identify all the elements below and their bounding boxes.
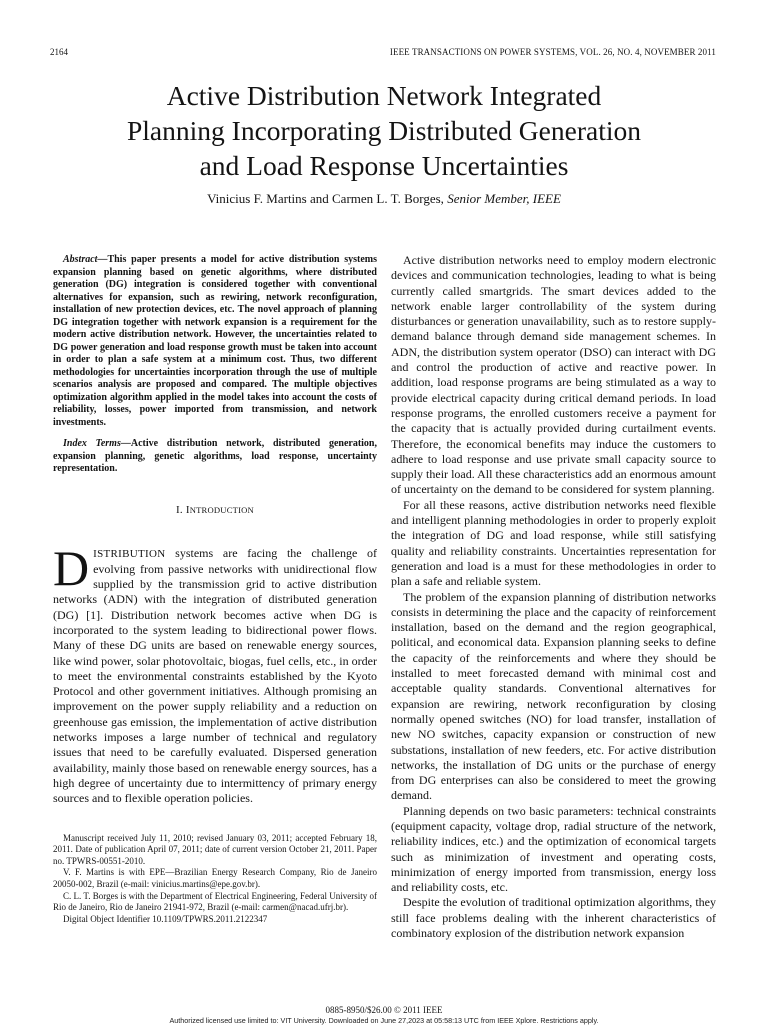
introduction-paragraph xyxy=(53,539,377,807)
left-column xyxy=(53,254,377,925)
copyright-line: 0885-8950/$26.00 © 2011 IEEE xyxy=(325,1005,443,1015)
author-line xyxy=(60,191,708,207)
section-numeral: I. xyxy=(176,503,183,516)
footnote-received: Manuscript received July 11, 2010; revised January 03, 2011; accepted February 18, 2011. Date of publication April 07, 2011; date of current version October 21, 2011. Paper no. TPWRS-00551-2010. xyxy=(53,832,377,866)
license-notice: Authorized licensed use limited to: VIT University. Downloaded on June 27,2023 at 05:58:13 UTC from IEEE Xplore. Restrictions apply. xyxy=(169,1016,599,1025)
index-terms xyxy=(53,438,377,476)
intro-first-word: ISTRIBUTION xyxy=(93,547,166,560)
abstract xyxy=(53,254,377,429)
page-number: 2164 xyxy=(50,47,68,57)
index-terms-label: Index Terms— xyxy=(63,438,131,449)
footnote-doi: Digital Object Identifier 10.1109/TPWRS.2011.2122347 xyxy=(63,913,268,924)
right-column xyxy=(391,253,716,941)
footnote-martins: V. F. Martins is with EPE—Brazilian Energy Research Company, Rio de Janeiro 20050-002, Brazil (e-mail: vinicius.martins@epe.gov.br). xyxy=(53,867,377,889)
footnotes xyxy=(53,833,377,926)
footnote-borges: C. L. T. Borges is with the Department of Electrical Engineering, Federal University of Rio de Janeiro, Rio de Janeiro 21941-972, Brazil (e-mail: carmen@nacad.ufrj.br). xyxy=(53,890,377,913)
intro-text: systems are facing the challenge of evolving from passive networks with unidirectional flow supplied by the transmission grid to active distribution networks (ADN) with the integration of distributed generation (DG) [1]. Distribution network becomes active when DG is incorporated to the system leading to bidirectional power flows. Many of these DG units are based on renewable energy sources, like wind power, solar photovoltaic, biogas, fuel cells, etc., in order to meet the environmental constraints established by the Kyoto Protocol and other government initiatives. Although promising an improvement on the power supply reliability and a reduction on greenhouse gas emission, the implementation of active distribution networks imposes a large number of technical and regulatory issues that need to be carefully evaluated. Dispersed generation availability, mainly those based on renewable energy sources, has a high degree of uncertainty due to intermittency of primary energy sources and to flexible operation policies. xyxy=(53,545,377,806)
paragraph-planning-parameters: Planning depends on two basic parameters: technical constraints (equipment capacity, voltage drop, radial structure of the network, reliability indices, etc.) and the optimization of economical targets such as minimization of investment and operating costs, minimization of energy imported from transmission, energy loss and reliability costs, etc. xyxy=(391,803,716,895)
paragraph-smartgrids: Active distribution networks need to employ modern electronic devices and communication technologies, leading to what is being currently called smartgrids. The smart devices added to the network enable larger controllability of the system during disturbances or generation unavailability, such as to restore supply-demand balance through demand side management schemes. In ADN, the distribution system operator (DSO) can interact with DG and control the production of active and reactive power. In addition, load response programs are being stimulated as a way to provide electrical capacity during critical demand periods. In load response programs, the enrolled customers receive a payment for the capacity that is actually provided during curtailment events. Therefore, the economical benefits may induce the customers to adhere to load response and use private small capacity source to supply their load. All these characteristics add an enormous amount of uncertainty on the demand to be considered for system planning. xyxy=(391,253,716,497)
paragraph-planning-methodologies: For all these reasons, active distribution networks need flexible and intelligent planning methodologies in order to properly exploit the integration of DG and load response, while still satisfying quality and reliability constraints. Uncertainties representation for generation and load is a must for these methodologies in order to plan a safe and reliable system. xyxy=(391,497,716,589)
author-names: Vinicius F. Martins and Carmen L. T. Borges, xyxy=(207,191,444,206)
title-line-1: Active Distribution Network Integrated xyxy=(166,80,602,111)
abstract-label: Abstract— xyxy=(63,254,108,265)
paragraph-optimization-algorithms: Despite the evolution of traditional optimization algorithms, they still face problems dealing with the inherent characteristics of combinatory explosion of the distribution network expansion xyxy=(391,895,716,941)
index-terms-text: Active distribution network, distributed generation, expansion planning, genetic algorithms, load response, uncertainty representation. xyxy=(53,438,377,474)
section-initial: I xyxy=(185,503,190,516)
author-role: Senior Member, IEEE xyxy=(447,191,561,206)
abstract-text: This paper presents a model for active distribution systems expansion planning based on genetic algorithms, where distributed generation (DG) integration is considered together with conventional alternatives for expansion, such as rewiring, network reconfiguration, installation of new protection devices, etc. The novel approach of planning DG integration together with network expansion is a requirement for the modern active distribution network. However, the uncertainties related to DG power generation and load response growth must be taken into account in order to plan a safe system at a minimum cost. Thus, two different methodologies for uncertainties incorporation through the use of multiple scenarios analysis are proposed and compared. The multiple objectives optimization algorithm applied in the model takes into account the costs of reliability, losses, power imported from transmission, and network investments. xyxy=(53,254,377,428)
title-line-3: and Load Response Uncertainties xyxy=(199,150,569,181)
drop-cap: D xyxy=(53,539,90,596)
title-line-2: Planning Incorporating Distributed Generation xyxy=(127,115,641,146)
section-title-rest: NTRODUCTION xyxy=(189,504,254,515)
paragraph-expansion-problem: The problem of the expansion planning of distribution networks consists in determining the place and the capacity of reinforcement installation, based on the demand and the region geographical, political, and economical data. Expansion planning seeks to define the capacity of the reinforcements and where they should be installed to meet forecasted demand with minimal cost and acceptable quality standards. Conventional alternatives for expansion are rewiring, network reconfiguration by closing normally opened switches (NO) for load transfer, installation of new NO switches, capacity expansion or construction of new substations, installation of new feeders, etc. For active distribution networks, the installation of DG units or the purchase of energy from DG enterprises can also be considered to meet the growing demand. xyxy=(391,589,716,803)
section-heading-introduction xyxy=(53,504,377,516)
paper-title xyxy=(60,78,708,183)
journal-running-head: IEEE TRANSACTIONS ON POWER SYSTEMS, VOL. 26, NO. 4, NOVEMBER 2011 xyxy=(389,47,716,57)
